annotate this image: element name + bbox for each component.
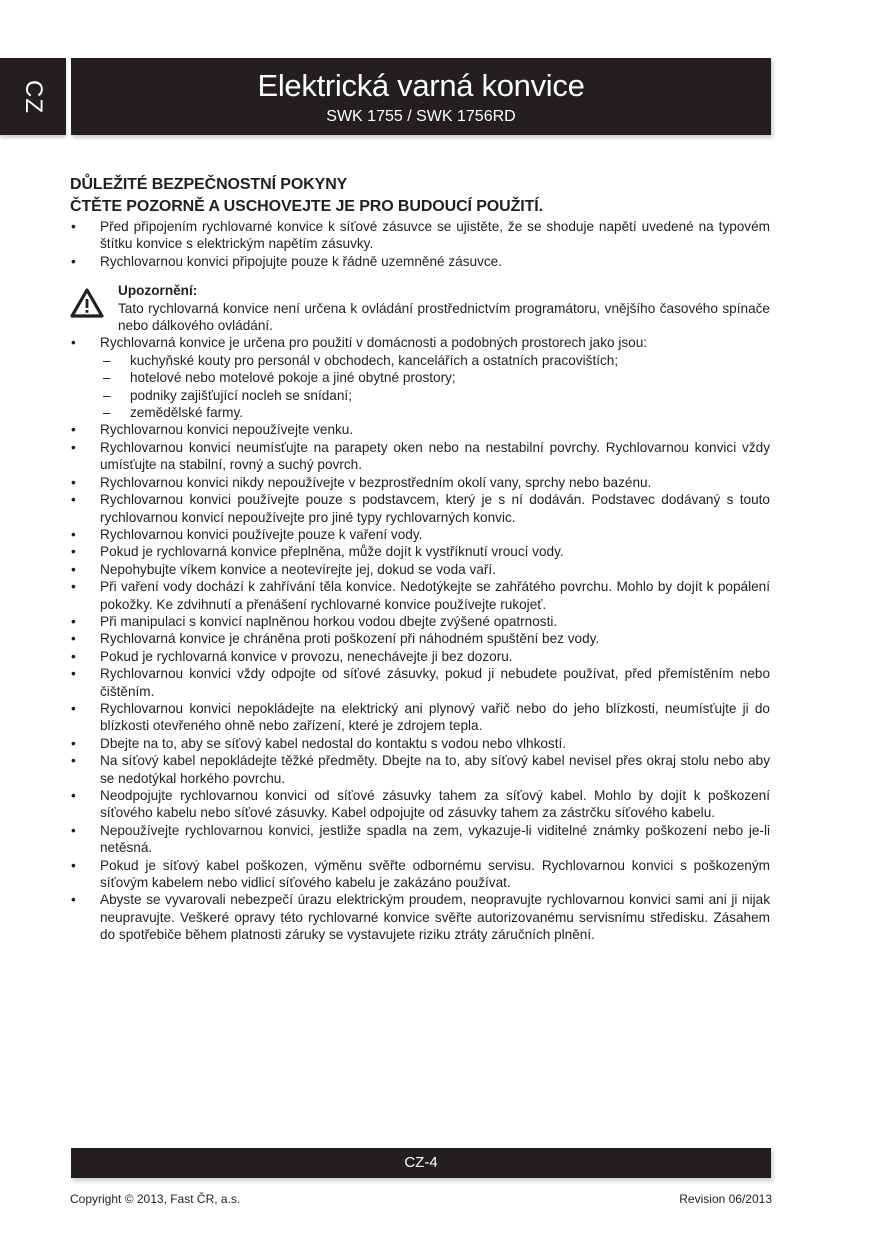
list-item-text: Rychlovarnou konvici vždy odpojte od síťové zásuvky, pokud ji nebudete používat, před přemístěním nebo čištěním. [100,666,770,699]
list-item-text: Rychlovarnou konvici připojujte pouze k řádně uzemněné zásuvce. [100,253,502,269]
list-item [70,630,770,647]
revision-label: Revision 06/2013 [679,1192,772,1206]
bullet-icon: • [71,735,76,751]
warning-text: Tato rychlovarná konvice není určena k ovládání prostřednictvím programátoru, vnějšího časového spínače nebo dálkového ovládání. [118,300,770,334]
list-item [70,491,770,526]
list-item [70,752,770,787]
sub-list-item [100,352,770,369]
list-item-text: Nepoužívejte rychlovarnou konvici, jestliže spadla na zem, vykazuje-li viditelné známky poškození nebo je-li netěsná. [100,822,770,856]
list-item [70,334,770,421]
sub-list-item [100,387,770,404]
list-item [70,439,770,474]
sub-item-text: kuchyňské kouty pro personál v obchodech, kancelářích a ostatních pracovištích; [130,352,619,368]
language-code: CZ [20,79,47,114]
copyright-notice: Copyright © 2013, Fast ČR, a.s. [70,1192,241,1206]
bullet-icon: • [71,648,76,664]
bullet-icon: • [71,892,76,908]
language-tab [0,58,66,135]
list-item-text: Abyste se vyvarovali nebezpečí úrazu elektrickým proudem, neopravujte rychlovarnou konvici sami ani ji nijak neupravujte. Veškeré opravy této rychlovarné konvice svěřte autorizovanému servisnímu středisku. Zásahem do spotřebiče během platnosti záruky se vystavujete riziku ztráty záručních plnění. [100,892,770,943]
list-item [70,218,770,253]
section-subheading: ČTĚTE POZORNĚ A USCHOVEJTE JE PRO BUDOUCÍ POUŽITÍ. [70,198,543,215]
list-item [70,421,770,438]
list-item [70,648,770,665]
list-item-text: Dbejte na to, aby se síťový kabel nedostal do kontaktu s vodou nebo vlhkostí. [100,735,567,751]
model-subtitle: SWK 1755 / SWK 1756RD [326,108,516,125]
sub-item-text: zemědělské farmy. [130,405,244,421]
bullet-icon: • [71,492,76,508]
dash-icon: – [103,387,111,403]
list-item-text: Pokud je rychlovarná konvice přeplněna, může dojít k vystříknutí vroucí vody. [100,544,564,560]
warning-note [70,282,770,334]
list-item [70,822,770,857]
bullet-icon: • [71,753,76,769]
list-item-text: Při vaření vody dochází k zahřívání těla konvice. Nedotýkejte se zahřátého povrchu. Mohlo by dojít k popálení pokožky. Ke zdvihnutí a přenášení rychlovarné konvice používejte rukojeť. [100,579,770,612]
page-number-bar [71,1148,771,1178]
list-item-text: Rychlovarnou konvici nepoužívejte venku. [100,422,354,438]
list-item-text: Na síťový kabel nepokládejte těžké předměty. Dbejte na to, aby síťový kabel nevisel přes okraj stolu nebo aby se nedotýkal horkého povrchu. [100,753,770,786]
bullet-list-2 [70,334,770,943]
list-item-text: Rychlovarnou konvici používejte pouze s podstavcem, který je s ní dodáván. Podstavec dodávaný s touto rychlovarnou konvicí nepoužívejte pro jiné typy rychlovarných konvic. [100,492,770,525]
list-item [70,735,770,752]
bullet-list-1 [70,218,770,270]
sub-item-text: hotelové nebo motelové pokoje a jiné obytné prostory; [130,370,456,386]
list-item [70,613,770,630]
page-title: Elektrická varná konvice [257,68,585,103]
list-item-text: Nepohybujte víkem konvice a neotevírejte jej, dokud se voda vaří. [100,561,496,577]
list-item-text: Rychlovarnou konvici nikdy nepoužívejte v bezprostředním okolí vany, sprchy nebo bazénu. [100,474,652,490]
dash-icon: – [103,370,111,386]
bullet-icon: • [71,561,76,577]
warning-triangle-icon [70,288,104,318]
list-item-text: Rychlovarnou konvici používejte pouze k vaření vody. [100,526,423,542]
bullet-icon: • [71,253,76,269]
list-item [70,543,770,560]
bullet-icon: • [71,544,76,560]
bullet-icon: • [71,422,76,438]
bullet-icon: • [71,788,76,803]
bullet-icon: • [71,579,76,595]
list-item-text: Před připojením rychlovarné konvice k síťové zásuvce se ujistěte, že se shoduje napětí uvedené na typovém štítku konvice s elektrickým napětím zásuvky. [100,219,770,252]
bullet-icon: • [71,219,76,234]
list-item [70,253,770,270]
list-item [70,526,770,543]
list-item [70,857,770,892]
list-item [70,665,770,700]
list-item [70,787,770,822]
page-number: CZ-4 [404,1154,438,1171]
list-item-text: Při manipulaci s konvicí naplněnou horkou vodou dbejte zvýšené opatrnosti. [100,613,558,629]
list-item-text: Pokud je rychlovarná konvice v provozu, nenechávejte ji bez dozoru. [100,648,513,664]
dash-icon: – [103,405,111,421]
list-item-text: Rychlovarná konvice je chráněna proti poškození při náhodném spuštění bez vody. [100,631,600,647]
bullet-icon: • [71,335,76,351]
bullet-icon: • [71,631,76,647]
sub-list [100,352,770,422]
title-banner [71,58,771,135]
list-item-text: Rychlovarná konvice je určena pro použití v domácnosti a podobných prostorech jako jsou: [100,335,648,351]
list-item [70,891,770,943]
bullet-icon: • [71,439,76,455]
sub-item-text: podniky zajišťující nocleh se snídaní; [130,387,352,403]
safety-instructions [70,174,770,944]
dash-icon: – [103,352,111,368]
bullet-icon: • [71,822,76,838]
bullet-icon: • [71,857,76,873]
bullet-icon: • [71,666,76,682]
list-item-text: Neodpojujte rychlovarnou konvici od síťové zásuvky tahem za síťový kabel. Mohlo by dojít k poškození síťového kabelu nebo síťové zásuvky. Kabel odpojujte od zásuvky tahem za zástrčku síťového kabelu. [100,788,770,821]
bullet-icon: • [71,474,76,490]
list-item-text: Rychlovarnou konvici nepokládejte na elektrický ani plynový vařič nebo do jeho blízkosti, neumísťujte ji do blízkosti otevřeného ohně nebo zařízení, které je zdrojem tepla. [100,700,770,734]
list-item [70,561,770,578]
bullet-icon: • [71,613,76,629]
sub-list-item [100,369,770,386]
list-item [70,474,770,491]
sub-list-item [100,404,770,421]
list-item [70,578,770,613]
bullet-icon: • [71,526,76,542]
warning-title: Upozornění: [118,283,198,299]
list-item-text: Pokud je síťový kabel poškozen, výměnu svěřte odbornému servisu. Rychlovarnou konvici s poškozeným síťovým kabelem nebo vidlicí síťového kabelu je zakázáno používat. [100,857,770,891]
section-heading: DŮLEŽITÉ BEZPEČNOSTNÍ POKYNY [70,176,348,193]
bullet-icon: • [71,700,76,716]
list-item [70,700,770,735]
list-item-text: Rychlovarnou konvici neumísťujte na parapety oken nebo na nestabilní povrchy. Rychlovarnou konvici vždy umísťujte na stabilní, rovný a suchý povrch. [100,439,770,473]
